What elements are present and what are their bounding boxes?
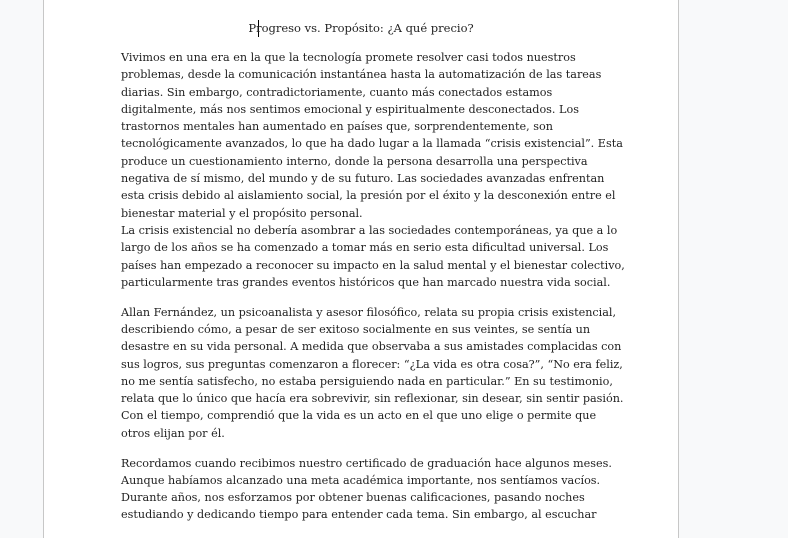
- text-line: produce un cuestionamiento interno, donde la persona desarrolla una perspectiva: [121, 154, 588, 168]
- text-line: Con el tiempo, comprendió que la vida es un acto en el que uno elige o permite que: [121, 409, 597, 423]
- paragraph-spacing: [121, 291, 611, 304]
- document-title: Progreso vs. Propósito: ¿A qué precio?: [248, 21, 474, 35]
- text-line: largo de los años se ha comenzado a tomar más en serio esta dificultad universal. Los: [121, 241, 609, 255]
- text-line: otros elijan por él.: [121, 426, 225, 440]
- text-line: relata que lo único que hacía era sobrevivir, sin reflexionar, sin desear, sin sentir pasión.: [121, 392, 624, 406]
- text-line: desastre en su vida personal. A medida que observaba a sus amistades complacidas con: [121, 340, 622, 354]
- paragraph: [121, 49, 623, 222]
- text-line: problemas, desde la comunicación instantánea hasta la automatización de las tareas: [121, 68, 602, 82]
- text-line: bienestar material y el propósito personal.: [121, 206, 363, 220]
- text-line: Vivimos en una era en la que la tecnología promete resolver casi todos nuestros: [121, 51, 576, 64]
- text-line: países han empezado a reconocer su impacto en la salud mental y el bienestar colectivo,: [121, 258, 625, 272]
- text-line: digitalmente, más nos sentimos emocional y espiritualmente desconectados. Los: [121, 102, 579, 116]
- paragraph: [121, 304, 624, 442]
- text-line: trastornos mentales han aumentado en países que, sorprendentemente, son: [121, 120, 553, 134]
- paragraph-spacing: [121, 442, 611, 455]
- text-line: particularmente tras grandes eventos históricos que han marcado nuestra vida social.: [121, 275, 611, 289]
- document-body[interactable]: [121, 49, 625, 524]
- text-line: Durante años, nos esforzamos por obtener buenas calificaciones, pasando noches: [121, 491, 585, 505]
- text-line: tecnológicamente avanzados, lo que ha dado lugar a la llamada “crisis existencial”. Esta: [121, 137, 623, 151]
- text-line: sus logros, sus preguntas comenzaron a florecer: “¿La vida es otra cosa?”, “No era feliz,: [121, 357, 623, 371]
- text-line: Recordamos cuando recibimos nuestro certificado de graduación hace algunos meses.: [121, 456, 612, 470]
- paragraph: [121, 222, 625, 291]
- text-line: esta crisis debido al aislamiento social, la presión por el éxito y la desconexión entre el: [121, 189, 616, 203]
- text-line: estudiando y dedicando tiempo para entender cada tema. Sin embargo, al escuchar: [121, 508, 597, 522]
- document-page[interactable]: [43, 0, 679, 538]
- paragraph: [121, 455, 611, 524]
- text-line: Aunque habíamos alcanzado una meta académica importante, nos sentíamos vacíos.: [121, 473, 601, 487]
- text-line: no me sentía satisfecho, no estaba persiguiendo nada en particular.” En su testimonio,: [121, 374, 613, 388]
- text-line: negativa de sí mismo, del mundo y de su futuro. Las sociedades avanzadas enfrentan: [121, 172, 605, 186]
- text-line: diarias. Sin embargo, contradictoriamente, cuanto más conectados estamos: [121, 85, 553, 99]
- text-line: La crisis existencial no debería asombrar a las sociedades contemporáneas, ya que a lo: [121, 223, 618, 237]
- text-line: Allan Fernández, un psicoanalista y asesor filosófico, relata su propia crisis existencial,: [121, 305, 617, 319]
- text-line: describiendo cómo, a pesar de ser exitoso socialmente en sus veintes, se sentía un: [121, 322, 591, 336]
